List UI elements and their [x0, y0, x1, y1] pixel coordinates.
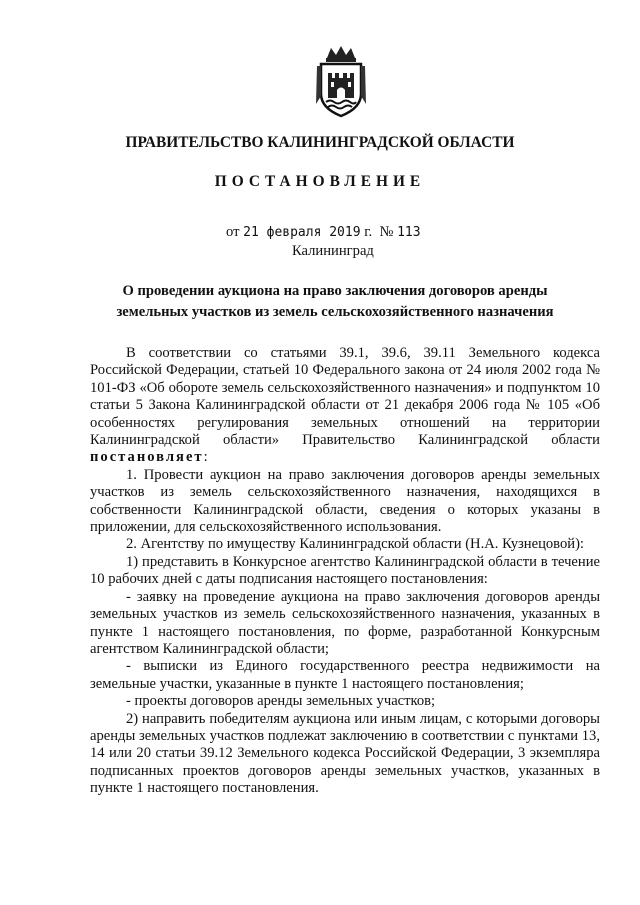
- item-2-paragraph: 2. Агентству по имуществу Калининградской области (Н.А. Кузнецовой):: [126, 536, 584, 553]
- document-date: 21 февраля 2019: [243, 225, 361, 240]
- subject-line-1: О проведении аукциона на право заключения договоров аренды: [122, 283, 548, 299]
- date-line: [226, 224, 421, 241]
- decides-colon: :: [203, 449, 208, 466]
- document-subject: [90, 281, 580, 323]
- item-1-paragraph: 1. Провести аукцион на право заключения договоров аренды земельных участков из земель сельскохозяйственного назначения, находящихся в собственности Калининградской области, сведения о которых указаны в приложении, для сельскохозяйственного использования.: [90, 466, 600, 536]
- subitem-2-paragraph: 2) направить победителям аукциона или иным лицам, с которыми договоры аренды земельных участков подлежат заключению в соответствии с пунктами 13, 14 или 20 статьи 39.12 Земельного кодекса Российской Федерации, 3 экземпляра подписанных проектов договоров аренды земельных участков, указанных в пункте 1 настоящего постановления.: [90, 710, 600, 797]
- year-suffix: г.: [364, 224, 373, 240]
- city: Калининград: [292, 243, 374, 259]
- document-body: [90, 345, 600, 798]
- bullet-application: - заявку на проведение аукциона на право заключения договоров аренды земельных участков из земель сельскохозяйственного назначения, указанных в пункте 1 настоящего постановления, по форме, разработанной Конкурсным агентством Калининградской области;: [90, 588, 600, 657]
- date-prefix: от: [226, 224, 240, 240]
- decides-word: постановляет: [90, 449, 204, 466]
- bullet-extracts: - выписки из Единого государственного реестра недвижимости на земельные участки, указанные в пункте 1 настоящего постановления;: [90, 658, 600, 692]
- bullet-drafts: - проекты договоров аренды земельных участков;: [126, 693, 436, 710]
- subitem-1-paragraph: 1) представить в Конкурсное агентство Калининградской области в течение 10 рабочих дней с даты подписания настоящего постановления:: [90, 553, 600, 588]
- document-type: ПОСТАНОВЛЕНИЕ: [214, 173, 426, 190]
- subject-line-2: земельных участков из земель сельскохозяйственного назначения: [116, 304, 554, 320]
- document-number: 113: [397, 225, 421, 240]
- preamble-text: В соответствии со статьями 39.1, 39.6, 39.11 Земельного кодекса Российской Федерации, статьей 10 Федерального закона от 24 июля 2002 года № 101-ФЗ «Об обороте земель сельскохозяйственного назначения» и подпунктом 10 статьи 5 Закона Калининградской области от 21 декабря 2006 года № 105 «Об особенностях регулирования земельных отношений на территории Калининградской области» Правительство Калининградской области: [90, 345, 600, 449]
- number-sign: №: [379, 224, 394, 240]
- preamble-paragraph: [90, 345, 600, 467]
- kaliningrad-coat-of-arms-icon: [313, 44, 369, 118]
- government-title: ПРАВИТЕЛЬСТВО КАЛИНИНГРАДСКОЙ ОБЛАСТИ: [125, 134, 515, 151]
